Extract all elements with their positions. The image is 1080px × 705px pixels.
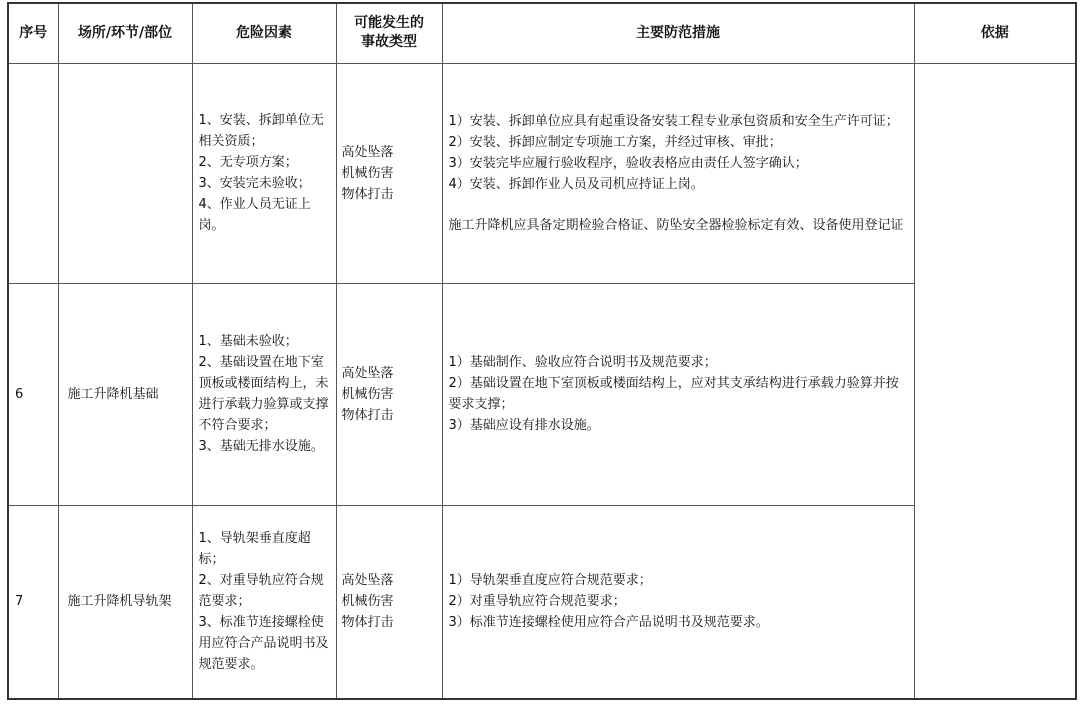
- header-location: 场所/环节/部位: [58, 3, 192, 63]
- header-accident-type: [336, 3, 442, 63]
- accident-type: 机械伤害: [341, 165, 394, 181]
- accident-type: 物体打击: [341, 186, 394, 202]
- measure-item: 1）导轨架垂直度应符合规范要求；: [448, 573, 652, 589]
- row-accident-types: [336, 63, 442, 283]
- row-location: 施工升降机导轨架: [58, 505, 192, 699]
- measure-note: 施工升降机应具备定期检验合格证、防坠安全器检验标定有效、设备使用登记证: [448, 217, 904, 233]
- accident-type: 高处坠落: [341, 144, 394, 160]
- accident-type: 高处坠落: [341, 573, 394, 589]
- hazard-table: [7, 2, 1077, 700]
- accident-type: 机械伤害: [341, 386, 394, 402]
- row-accident-types: [336, 283, 442, 505]
- row-measures: [442, 283, 914, 505]
- measure-item: 4）安装、拆卸作业人员及司机应持证上岗。: [448, 176, 704, 192]
- accident-type: 高处坠落: [341, 365, 394, 381]
- measure-item: 3）基础应设有排水设施。: [448, 418, 600, 433]
- basis-cell: [914, 63, 1076, 699]
- header-row: [8, 3, 1076, 63]
- row-no: 6: [8, 283, 58, 505]
- header-measures: 主要防范措施: [442, 3, 914, 63]
- measure-item: 2）安装、拆卸应制定专项施工方案，并经过审核、审批；: [448, 134, 782, 150]
- measure-item: 3）标准节连接螺栓使用应符合产品说明书及规范要求。: [448, 615, 769, 631]
- accident-type: 物体打击: [341, 615, 394, 631]
- measure-item: 1）基础制作、验收应符合说明书及规范要求；: [448, 355, 717, 370]
- row-hazard: 1、安装、拆卸单位无相关资质； 2、无专项方案； 3、安装完未验收； 4、作业人员无证上岗。: [192, 63, 336, 283]
- accident-type: 物体打击: [341, 407, 394, 423]
- header-hazard: 危险因素: [192, 3, 336, 63]
- row-location: [58, 63, 192, 283]
- row-accident-types: [336, 505, 442, 699]
- row-measures: [442, 505, 914, 699]
- row-hazard: 1、基础未验收； 2、基础设置在地下室顶板或楼面结构上，未进行承载力验算或支撑不符合要求； 3、基础无排水设施。: [192, 283, 336, 505]
- measure-item: 3）安装完毕应履行验收程序，验收表格应由责任人签字确认；: [448, 155, 808, 171]
- header-basis: 依据: [914, 3, 1076, 63]
- row-no: [8, 63, 58, 283]
- header-no: 序号: [8, 3, 58, 63]
- header-accident-line2: 事故类型: [361, 34, 417, 51]
- row-measures: [442, 63, 914, 283]
- table-row: [8, 63, 1076, 283]
- row-hazard: 1、导轨架垂直度超标； 2、对重导轨应符合规范要求； 3、标准节连接螺栓使用应符合产品说明书及规范要求。: [192, 505, 336, 699]
- measure-item: 2）对重导轨应符合规范要求；: [448, 594, 626, 610]
- measure-item: 1）安装、拆卸单位应具有起重设备安装工程专业承包资质和安全生产许可证；: [448, 113, 899, 129]
- accident-type: 机械伤害: [341, 594, 394, 610]
- row-no: 7: [8, 505, 58, 699]
- row-location: 施工升降机基础: [58, 283, 192, 505]
- spacer: [449, 195, 912, 215]
- measure-item: 2）基础设置在地下室顶板或楼面结构上，应对其支承结构进行承载力验算并按要求支撑；: [448, 376, 899, 412]
- header-accident-line1: 可能发生的: [354, 15, 424, 32]
